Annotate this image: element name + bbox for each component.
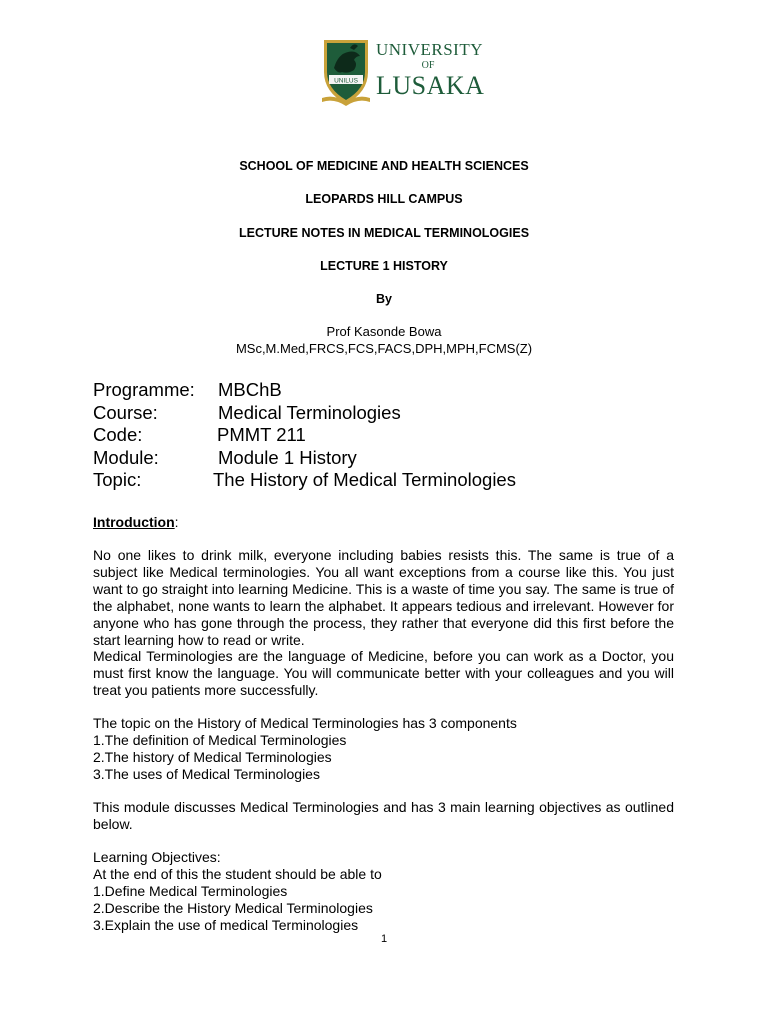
list-item: 3.The uses of Medical Terminologies bbox=[93, 766, 320, 782]
school-heading: SCHOOL OF MEDICINE AND HEALTH SCIENCES bbox=[239, 159, 529, 173]
logo-university: UNIVERSITY bbox=[376, 40, 483, 59]
introduction-title: Introduction bbox=[93, 514, 175, 530]
lecture-heading: LECTURE 1 HISTORY bbox=[320, 259, 448, 273]
info-value: PMMT 211 bbox=[217, 424, 306, 445]
list-item: 2.Describe the History Medical Terminologies bbox=[93, 900, 373, 916]
logo-of: OF bbox=[421, 60, 435, 71]
components-intro: The topic on the History of Medical Terminologies has 3 components bbox=[93, 715, 517, 731]
crest-text: UNILUS bbox=[334, 77, 358, 85]
info-module bbox=[93, 447, 357, 469]
logo-lusaka: LUSAKA bbox=[376, 71, 485, 100]
author-credentials: MSc,M.Med,FRCS,FCS,FACS,DPH,MPH,FCMS(Z) bbox=[235, 341, 533, 356]
list-item: 1.The definition of Medical Terminologies bbox=[93, 732, 347, 748]
info-value: Medical Terminologies bbox=[218, 402, 401, 423]
objectives-title: Learning Objectives: bbox=[93, 849, 221, 865]
crest-icon bbox=[320, 34, 372, 108]
info-label: Topic: bbox=[93, 469, 142, 490]
page-number: 1 bbox=[380, 933, 388, 945]
logo-wordmark bbox=[376, 40, 485, 100]
info-label: Code: bbox=[93, 424, 143, 445]
info-topic bbox=[93, 469, 516, 491]
introduction-heading bbox=[93, 514, 179, 531]
info-value: Module 1 History bbox=[218, 447, 357, 468]
info-label: Module: bbox=[93, 447, 159, 468]
info-label: Programme: bbox=[93, 379, 195, 400]
objectives-intro: At the end of this the student should be able to bbox=[93, 866, 382, 882]
components-section bbox=[93, 715, 674, 783]
intro-paragraph-2: Medical Terminologies are the language of Medicine, before you can work as a Doctor, you must first know the language. You will communicate better with your colleagues and you will treat you patients more successfully. bbox=[93, 648, 674, 698]
objectives-section bbox=[93, 849, 674, 934]
info-programme bbox=[93, 379, 282, 401]
author-name: Prof Kasonde Bowa bbox=[326, 324, 442, 339]
info-value: The History of Medical Terminologies bbox=[213, 469, 516, 490]
university-logo bbox=[320, 34, 485, 108]
intro-paragraph-1: No one likes to drink milk, everyone including babies resists this. The same is true of a subject like Medical terminologies. You all want exceptions from a course like this. You just want to go straight into learning Medicine. This is a waste of time you say. The same is true of the alphabet, none wants to learn the alphabet. It appears tedious and irrelevant. However for anyone who has gone through the process, they rather that everyone did this first before the start learning how to read or write. bbox=[93, 547, 674, 648]
info-code bbox=[93, 424, 306, 446]
by-heading: By bbox=[376, 292, 392, 306]
info-value: MBChB bbox=[218, 379, 282, 400]
campus-heading: LEOPARDS HILL CAMPUS bbox=[305, 192, 463, 206]
info-course bbox=[93, 402, 401, 424]
introduction-colon: : bbox=[174, 514, 179, 530]
list-item: 1.Define Medical Terminologies bbox=[93, 883, 288, 899]
notes-heading: LECTURE NOTES IN MEDICAL TERMINOLOGIES bbox=[238, 226, 530, 240]
list-item: 2.The history of Medical Terminologies bbox=[93, 749, 332, 765]
list-item: 3.Explain the use of medical Terminologies bbox=[93, 917, 359, 933]
info-label: Course: bbox=[93, 402, 158, 423]
module-paragraph: This module discusses Medical Terminologies and has 3 main learning objectives as outlined below. bbox=[93, 799, 674, 832]
